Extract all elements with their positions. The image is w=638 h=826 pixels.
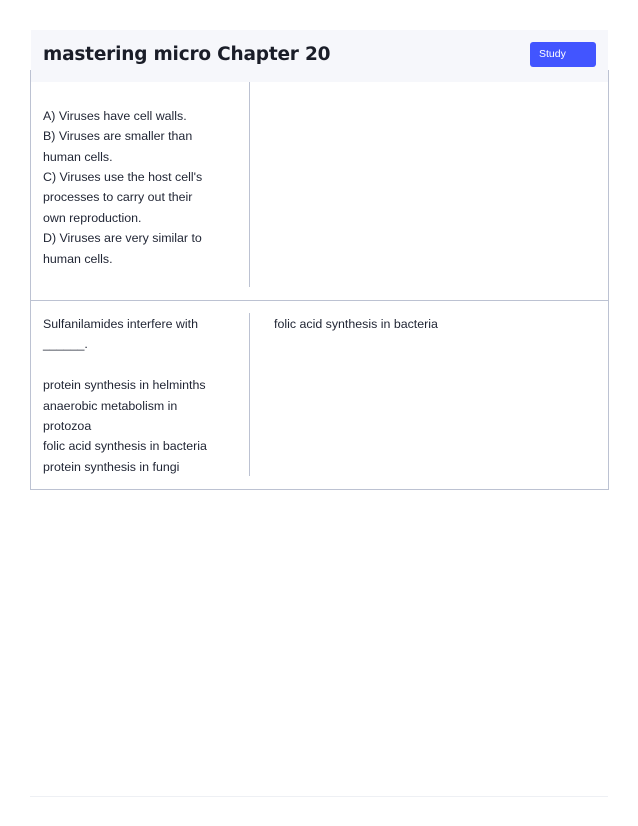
term-line: B) Viruses are smaller than: [43, 129, 193, 144]
card-term: [43, 70, 248, 269]
flashcard-row: [31, 70, 608, 300]
term-spacer: [43, 85, 248, 105]
term-line: D) Viruses are very similar to: [43, 231, 202, 246]
term-line: anaerobic metabolism in: [43, 398, 178, 413]
term-line: folic acid synthesis in bacteria: [43, 439, 207, 454]
term-spacer: [43, 355, 248, 375]
term-line: own reproduction.: [43, 210, 142, 225]
term-line: processes to carry out their: [43, 190, 193, 205]
term-line: C) Viruses use the host cell's: [43, 170, 203, 185]
card-definition: folic acid synthesis in bacteria: [274, 317, 438, 331]
term-line: Sulfanilamides interfere with: [43, 317, 198, 331]
term-line: protein synthesis in helminths: [43, 378, 206, 393]
study-button[interactable]: Study: [530, 42, 596, 67]
footer-divider: [30, 796, 608, 797]
column-divider: [249, 313, 250, 476]
column-divider: [249, 70, 250, 287]
term-line: ______.: [43, 337, 88, 352]
flashcard-row: [31, 301, 608, 489]
flashcard-list: [30, 70, 609, 490]
term-line: A) Viruses have cell walls.: [43, 108, 187, 123]
term-line: human cells.: [43, 149, 113, 164]
term-line: human cells.: [43, 251, 113, 266]
card-term: [43, 314, 248, 477]
page-header: [31, 30, 608, 82]
term-line: protozoa: [43, 419, 92, 434]
page-title: mastering micro Chapter 20: [43, 44, 331, 65]
term-line: protein synthesis in fungi: [43, 459, 180, 474]
